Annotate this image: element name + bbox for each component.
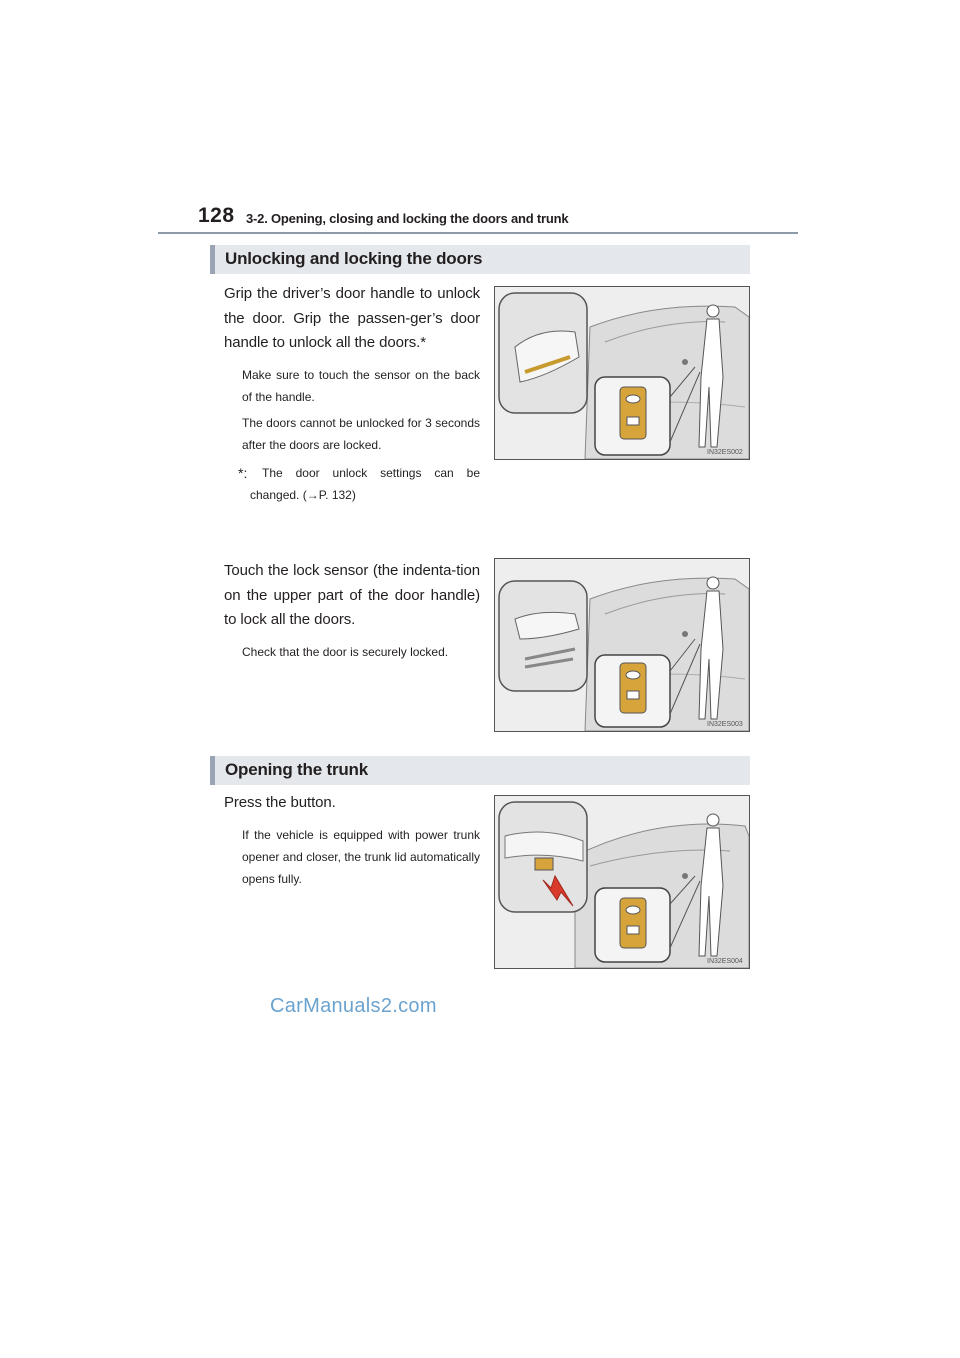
note-3-seconds: The doors cannot be unlocked for 3 seconds after the doors are locked. <box>242 415 480 452</box>
footnote <box>238 462 480 506</box>
text-block-unlock <box>224 282 480 506</box>
section-header-title: 3-2. Opening, closing and locking the doors and trunk <box>246 211 569 226</box>
illustration-trunk <box>494 795 750 969</box>
section-bar-unlocking <box>210 245 750 274</box>
image-code-1: IN32ES002 <box>707 449 743 456</box>
image-code-2: IN32ES003 <box>707 721 743 728</box>
main-text-unlock: Grip the driver’s door handle to unlock the door. Grip the passen-ger’s door handle to unlock all the doors.* <box>224 285 480 351</box>
text-block-trunk <box>224 791 480 890</box>
section-title-trunk: Opening the trunk <box>225 760 368 779</box>
text-block-lock <box>224 559 480 663</box>
note-check-locked: Check that the door is securely locked. <box>242 644 449 659</box>
footnote-text: The door unlock settings can be changed. (→P. 132) <box>250 465 480 502</box>
note-touch-sensor: Make sure to touch the sensor on the back of the handle. <box>242 367 480 404</box>
section-title-unlocking: Unlocking and locking the doors <box>225 249 483 268</box>
main-text-lock: Touch the lock sensor (the indenta-tion on the upper part of the door handle) to lock all the doors. <box>224 562 480 628</box>
image-code-3: IN32ES004 <box>707 958 743 965</box>
header-rule <box>158 232 798 234</box>
page-number: 128 <box>198 204 235 227</box>
watermark[interactable]: CarManuals2.com <box>270 995 437 1017</box>
note-power-trunk: If the vehicle is equipped with power trunk opener and closer, the trunk lid automatically opens fully. <box>242 827 480 886</box>
illustration-unlock <box>494 286 750 460</box>
section-bar-trunk <box>210 756 750 785</box>
main-text-trunk: Press the button. <box>224 794 336 811</box>
footnote-mark: *: <box>238 464 248 481</box>
illustration-lock <box>494 558 750 732</box>
